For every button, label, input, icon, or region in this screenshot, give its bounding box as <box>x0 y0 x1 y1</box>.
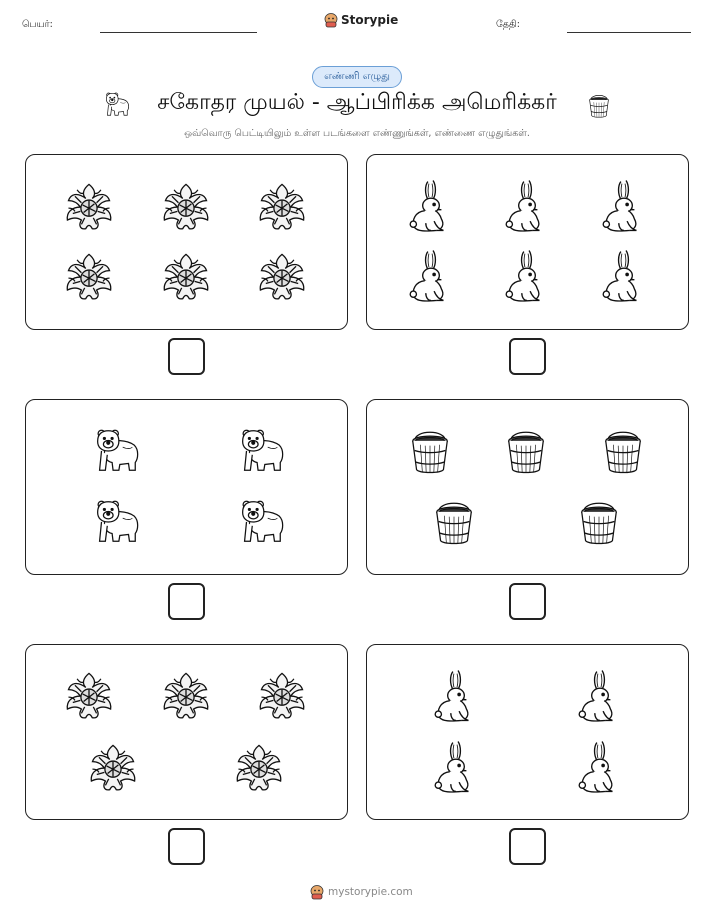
count-box-2 <box>366 154 689 330</box>
storypie-mascot-icon <box>310 884 324 900</box>
bucket-icon <box>575 494 623 548</box>
bush-icon <box>62 179 116 233</box>
rabbit-icon <box>574 667 626 725</box>
bucket-icon <box>406 423 454 477</box>
rabbit-icon <box>405 247 457 305</box>
count-box-4 <box>366 399 689 575</box>
count-box-5 <box>25 644 348 820</box>
rabbit-icon <box>501 177 553 235</box>
bear-icon <box>88 496 142 546</box>
bucket-icon <box>586 90 612 120</box>
bucket-icon <box>430 494 478 548</box>
rabbit-icon <box>598 247 650 305</box>
rabbit-icon <box>405 177 457 235</box>
rabbit-icon <box>430 738 482 796</box>
bush-icon <box>255 668 309 722</box>
count-box-3 <box>25 399 348 575</box>
answer-box-1[interactable] <box>168 338 205 375</box>
bush-icon <box>62 249 116 303</box>
bucket-icon <box>502 423 550 477</box>
date-line[interactable] <box>567 32 691 33</box>
answer-box-4[interactable] <box>509 583 546 620</box>
bush-icon <box>232 740 286 794</box>
page-title: சகோதர முயல் - ஆப்பிரிக்க அமெரிக்கர் <box>157 90 557 115</box>
name-line[interactable] <box>100 32 257 33</box>
bush-icon <box>255 249 309 303</box>
count-box-6 <box>366 644 689 820</box>
bush-icon <box>255 179 309 233</box>
bush-icon <box>159 179 213 233</box>
rabbit-icon <box>501 247 553 305</box>
name-label: பெயர்: <box>22 19 53 30</box>
answer-box-2[interactable] <box>509 338 546 375</box>
answer-box-6[interactable] <box>509 828 546 865</box>
bush-icon <box>86 740 140 794</box>
date-label: தேதி: <box>496 19 520 30</box>
footer-url[interactable]: mystorypie.com <box>328 886 413 898</box>
bear-icon <box>88 425 142 475</box>
brand-logo <box>324 12 398 28</box>
rabbit-icon <box>574 738 626 796</box>
worksheet-type-badge: எண்ணி எழுது <box>312 66 402 88</box>
bucket-icon <box>599 423 647 477</box>
bear-icon <box>233 425 287 475</box>
bear-icon <box>233 496 287 546</box>
title-row <box>0 88 714 124</box>
bush-icon <box>62 668 116 722</box>
brand-name: Storypie <box>341 13 399 27</box>
bush-icon <box>159 668 213 722</box>
count-box-1 <box>25 154 348 330</box>
answer-box-5[interactable] <box>168 828 205 865</box>
instructions: ஒவ்வொரு பெட்டியிலும் உள்ள படங்களை எண்ணுங்கள், எண்ணை எழுதுங்கள். <box>184 128 530 139</box>
rabbit-icon <box>598 177 650 235</box>
footer <box>310 884 413 900</box>
answer-box-3[interactable] <box>168 583 205 620</box>
storypie-mascot-icon <box>324 12 338 28</box>
bush-icon <box>159 249 213 303</box>
rabbit-icon <box>430 667 482 725</box>
